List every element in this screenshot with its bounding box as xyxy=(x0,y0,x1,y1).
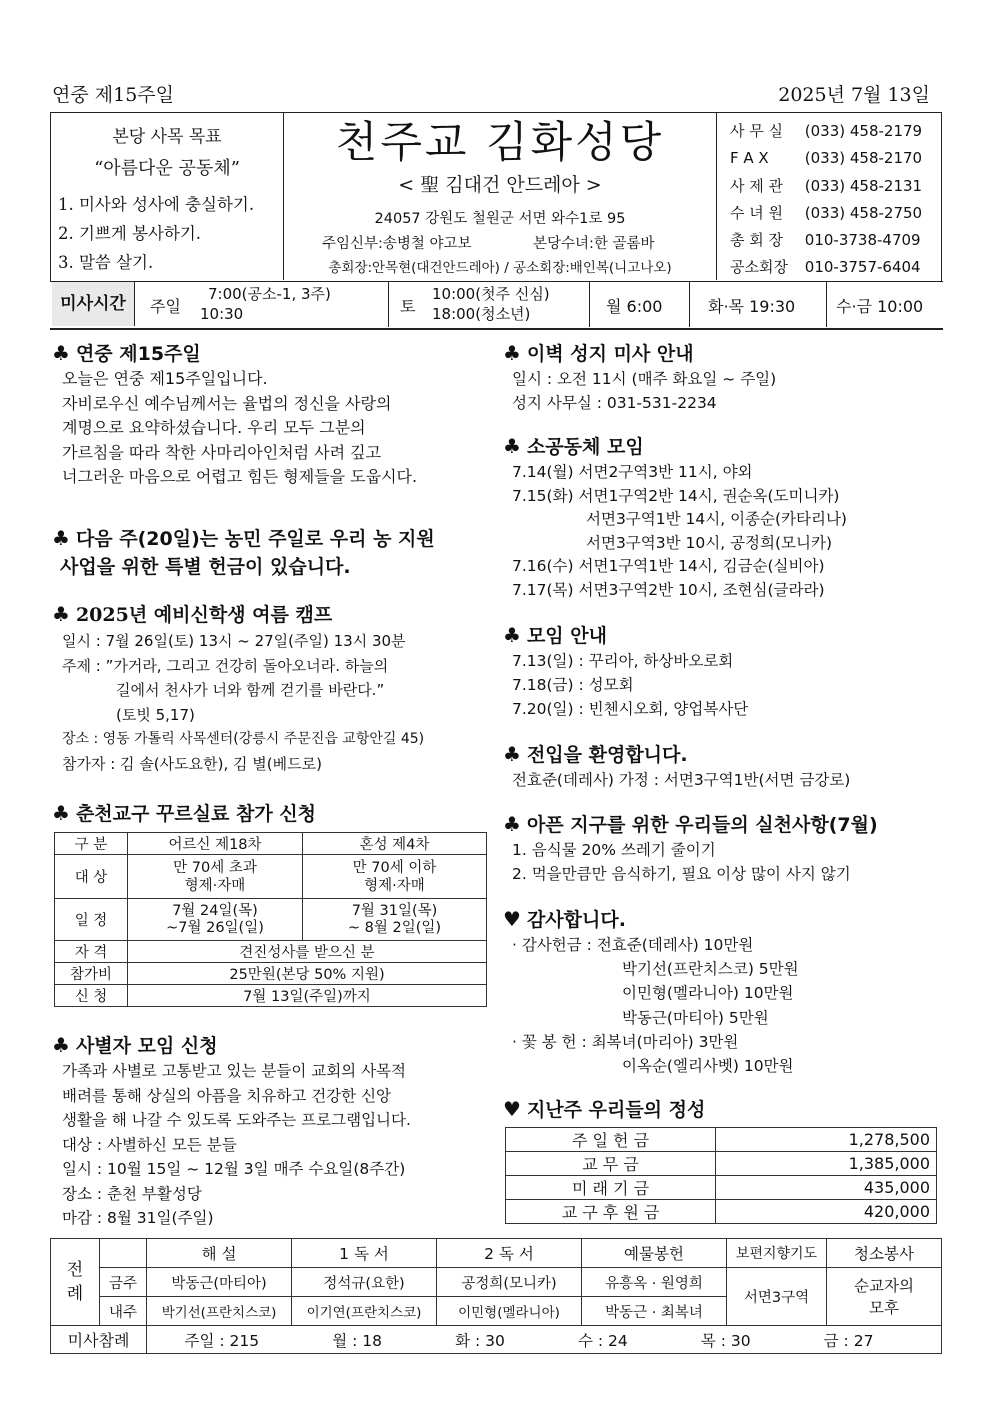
table-header: 보편지향기도 xyxy=(727,1239,827,1268)
table-cell: 유흥옥 · 원영희 xyxy=(582,1268,727,1297)
table-header: 해 설 xyxy=(147,1239,292,1268)
liturgy-label: 전례 xyxy=(51,1239,100,1326)
table-cell: 만 70세 초과 형제·자매 xyxy=(128,855,303,899)
attendance-sunday: 주일 : 215 xyxy=(184,1331,260,1350)
mass-tue-thu: 화·목 19:30 xyxy=(708,297,796,316)
heart-icon: ♥ xyxy=(503,1097,521,1121)
mass-wed-fri: 수·금 10:00 xyxy=(836,297,924,316)
section-title: ♣ 다음 주(20일)는 농민 주일로 우리 농 지원 사업을 위한 특별 헌금이 있습니다. xyxy=(52,526,435,578)
section-body: 오늘은 연중 제15주일입니다. 자비로우신 예수님께서는 율법의 정신을 사랑의 계명으로 요약하셨습니다. 우리 모두 그분의 가르침을 따라 착한 사마리아인처럼 사려 깊고 너그러운 마음으로 어렵고 힘든 형제들을 도웁시다. xyxy=(62,369,418,486)
parish-pastor: 주임신부:송병철 야고보 xyxy=(322,236,472,252)
section-title: ♣ 아픈 지구를 위한 우리들의 실천사항(7월) xyxy=(503,812,878,836)
contact-row: 사 제 관 (033) 458-2131 xyxy=(730,176,923,195)
mass-sunday-label: 주일 xyxy=(150,297,181,316)
table-cell: 순교자의 모후 xyxy=(827,1268,942,1326)
table-cell: 이민형(멜라니아) xyxy=(437,1297,582,1326)
section-body: 전효준(데레사) 가정 : 서면3구역1반(서면 금강로) xyxy=(512,771,851,789)
parish-address: 24057 강원도 철원군 서면 와수1로 95 xyxy=(374,211,626,227)
mission-item: 1. 미사와 성사에 충실하기. xyxy=(58,195,255,214)
club-icon: ♣ xyxy=(52,1033,70,1057)
heart-icon: ♥ xyxy=(503,907,521,931)
divider xyxy=(589,282,591,327)
club-icon: ♣ xyxy=(52,801,70,825)
table-row-label: 교 무 금 xyxy=(506,1152,716,1176)
section-title: ♥ 지난주 우리들의 정성 xyxy=(503,1097,706,1121)
section-title: ♣ 이벽 성지 미사 안내 xyxy=(503,341,694,365)
contact-row: 총 회 장 010-3738-4709 xyxy=(730,231,921,250)
table-header: 2 독 서 xyxy=(437,1239,582,1268)
divider xyxy=(388,282,390,327)
table-cell: 1,278,500 xyxy=(716,1128,937,1152)
table-cell: 정석규(요한) xyxy=(292,1268,437,1297)
table-row-label: 자 격 xyxy=(55,941,128,963)
table-row-label: 참가비 xyxy=(55,963,128,985)
table-header: 어르신 제18차 xyxy=(128,833,303,855)
table-cell: 435,000 xyxy=(716,1176,937,1200)
contact-list xyxy=(730,118,922,282)
attendance-row xyxy=(147,1326,942,1354)
table-cell: 박동근 · 최복녀 xyxy=(582,1297,727,1326)
club-icon: ♣ xyxy=(52,341,70,365)
table-row-label: 내주 xyxy=(100,1297,147,1326)
table-cell: 공정희(모니카) xyxy=(437,1268,582,1297)
attendance-label: 미사참례 xyxy=(51,1326,147,1354)
section-title: ♣ 2025년 예비신학생 여름 캠프 xyxy=(52,602,333,626)
offering-table xyxy=(505,1127,937,1224)
table-header: 혼성 제4차 xyxy=(303,833,487,855)
divider xyxy=(826,282,828,327)
table-row-label: 주 일 헌 금 xyxy=(506,1128,716,1152)
table-row-label: 교 구 후 원 금 xyxy=(506,1200,716,1224)
section-title: ♣ 소공동체 모임 xyxy=(503,434,644,458)
contact-row: 사 무 실 (033) 458-2179 xyxy=(730,122,923,140)
table-cell: 만 70세 이하 형제·자매 xyxy=(303,855,487,899)
section-body: 일시 : 오전 11시 (매주 화요일 ~ 주일) 성지 사무실 : 031-531-2234 xyxy=(512,370,777,412)
section-body: 7.14(월) 서면2구역3반 11시, 야외 7.15(화) 서면1구역2반 14시, 권순옥(도미니카) 서면3구역1반 14시, 이종순(카타리나) 서면3구역3반 10시, 공정희(모니카) 7.16(수) 서면1구역1반 14시, 김금순(실비아) 7.17(목) 서면3구역2반 10시, 조현심(글라라) xyxy=(512,463,847,599)
section-title: ♣ 모임 안내 xyxy=(503,623,607,647)
table-header: 예물봉헌 xyxy=(582,1239,727,1268)
parish-council: 총회장:안목현(대건안드레아) / 공소회장:배인복(니고나오) xyxy=(328,260,672,276)
table-cell xyxy=(100,1239,147,1268)
table-cell: 7월 13일(주일)까지 xyxy=(128,985,487,1007)
mass-saturday-label: 토 xyxy=(400,297,416,316)
section-title: ♣ 사별자 모임 신청 xyxy=(52,1033,218,1057)
mission-motto: “아름다운 공동체” xyxy=(94,158,240,179)
liturgy-table xyxy=(50,1238,942,1354)
parish-patron: < 聖 김대건 안드레아 > xyxy=(398,174,602,196)
club-icon: ♣ xyxy=(52,526,70,550)
attendance-thursday: 목 : 30 xyxy=(700,1331,751,1350)
table-cell: 7월 24일(목) ~7월 26일(일) xyxy=(128,899,303,941)
club-icon: ♣ xyxy=(503,341,521,365)
table-row-label: 금주 xyxy=(100,1268,147,1297)
contact-row: F A X (033) 458-2170 xyxy=(730,149,923,168)
mission-item: 3. 말씀 살기. xyxy=(58,253,154,272)
table-cell: 박동근(마티아) xyxy=(147,1268,292,1297)
club-icon: ♣ xyxy=(503,742,521,766)
attendance-monday: 월 : 18 xyxy=(332,1331,382,1350)
week-label: 연중 제15주일 xyxy=(52,84,174,106)
club-icon: ♣ xyxy=(503,434,521,458)
table-row-label: 일 정 xyxy=(55,899,128,941)
table-row-label: 미 래 기 금 xyxy=(506,1176,716,1200)
mass-saturday-times: 10:00(첫주 신심) 18:00(청소년) xyxy=(432,285,550,323)
parish-name: 천주교 김화성당 xyxy=(335,118,665,168)
table-cell: 420,000 xyxy=(716,1200,937,1224)
section-title: ♥ 감사합니다. xyxy=(503,907,626,931)
mission-list xyxy=(58,190,254,277)
divider xyxy=(689,282,691,327)
mass-times-label: 미사시간 xyxy=(52,282,135,326)
table-header: 1 독 서 xyxy=(292,1239,437,1268)
table-cell: 7월 31일(목) ~ 8월 2일(일) xyxy=(303,899,487,941)
attendance-wednesday: 수 : 24 xyxy=(577,1331,628,1350)
section-title: ♣ 연중 제15주일 xyxy=(52,341,201,365)
mission-title: 본당 사목 목표 xyxy=(112,127,222,147)
table-cell: 1,385,000 xyxy=(716,1152,937,1176)
table-header: 청소봉사 xyxy=(827,1239,942,1268)
contact-row: 공소회장 010-3757-6404 xyxy=(730,258,921,277)
table-cell: 박기선(프란치스코) xyxy=(147,1297,292,1326)
table-row-label: 대 상 xyxy=(55,855,128,899)
mission-item: 2. 기쁘게 봉사하기. xyxy=(58,224,202,243)
attendance-friday: 금 : 27 xyxy=(823,1331,874,1350)
parish-sister: 본당수녀:한 골롬바 xyxy=(533,236,655,252)
table-cell: 25만원(본당 50% 지원) xyxy=(128,963,487,985)
table-row-label: 신 청 xyxy=(55,985,128,1007)
section-title: ♣ 춘천교구 꾸르실료 참가 신청 xyxy=(52,801,317,825)
club-icon: ♣ xyxy=(503,623,521,647)
section-body: 가족과 사별로 고통받고 있는 분들이 교회의 사목적 배려를 통해 상실의 아픔을 치유하고 건강한 신앙 생활을 해 나갈 수 있도록 도와주는 프로그램입니다. 대상 : 사별하신 모든 분들 일시 : 10월 15일 ~ 12월 3일 매주 수요일(8주간) 장소 : 춘천 부활성당 마감 : 8월 31일(주일) xyxy=(62,1062,411,1227)
table-header: 구 분 xyxy=(55,833,128,855)
mass-sunday-times: 7:00(공소-1, 3주) 10:30 xyxy=(200,285,331,323)
club-icon: ♣ xyxy=(503,812,521,836)
section-body: · 감사헌금 : 전효준(데레사) 10만원 박기선(프란치스코) 5만원 이민형(멜라니아) 10만원 박동근(마티아) 5만원 · 꽃 봉 헌 : 최복녀(마리아) 3만원 이옥순(엘리사벳) 10만원 xyxy=(512,936,799,1076)
section-body: 일시 : 7월 26일(토) 13시 ~ 27일(주일) 13시 30분 주제 : ”가거라, 그리고 건강히 돌아오너라. 하늘의 길에서 천사가 너와 함께 걷기를 바란다.” (토빗 5,17) 장소 : 영동 가톨릭 사목센터(강릉시 주문진읍 교항안길 45) 참가자 : 김 솔(사도요한), 김 별(베드로) xyxy=(62,632,425,773)
table-cell: 견진성사를 받으신 분 xyxy=(128,941,487,963)
mass-monday: 월 6:00 xyxy=(606,297,663,316)
cursillo-table xyxy=(54,832,487,1007)
divider xyxy=(716,113,718,280)
section-body: 7.13(일) : 꾸리아, 하상바오로회 7.18(금) : 성모회 7.20(일) : 빈첸시오회, 양업복사단 xyxy=(512,652,749,718)
table-cell: 이기연(프란치스코) xyxy=(292,1297,437,1326)
table-cell: 서면3구역 xyxy=(727,1268,827,1326)
contact-row: 수 녀 원 (033) 458-2750 xyxy=(730,203,923,222)
attendance-tuesday: 화 : 30 xyxy=(455,1331,505,1350)
club-icon: ♣ xyxy=(52,602,70,626)
date-label: 2025년 7월 13일 xyxy=(778,84,930,106)
section-title: ♣ 전입을 환영합니다. xyxy=(503,742,688,766)
section-body: 1. 음식물 20% 쓰레기 줄이기 2. 먹을만큼만 음식하기, 필요 이상 많이 사지 않기 xyxy=(512,841,851,883)
